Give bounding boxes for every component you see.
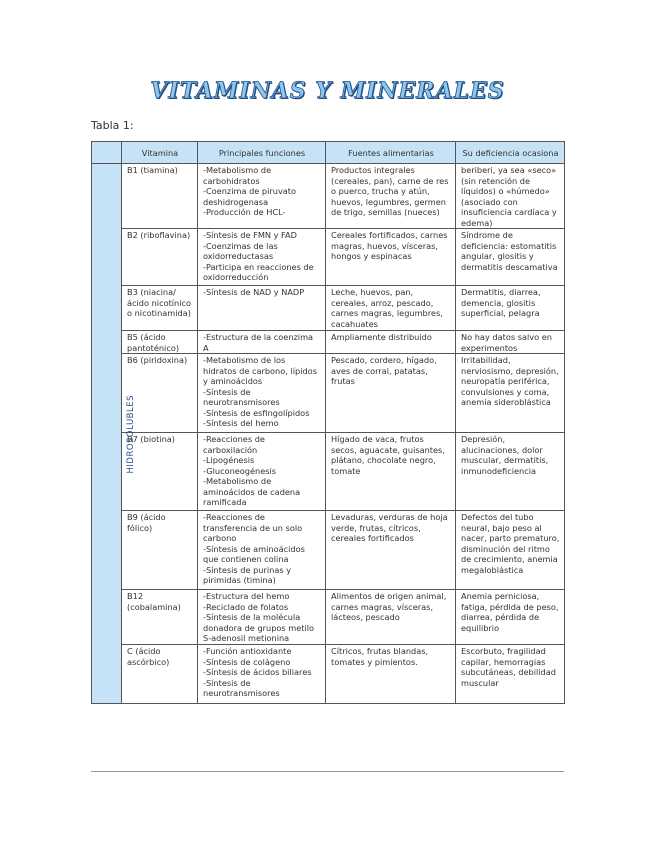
table-row <box>92 331 565 354</box>
funcion-line: -Síntesis de FMN y FAD <box>203 230 297 240</box>
funcion-line: -Metabolismo de carbohidratos <box>203 165 272 186</box>
cell-deficiencia: Depresión, alucinaciones, dolor muscular, dermatitis, inmunodeficiencia <box>456 433 565 511</box>
bottom-divider <box>91 771 564 772</box>
cell-fuentes: Pescado, cordero, hígado, aves de corral, patatas, frutas <box>326 354 456 433</box>
cell-vitamina: B6 (piridoxina) <box>122 354 198 433</box>
funcion-line: -Metabolismo de los hidratos de carbono, lípidos y aminoácidos <box>203 355 317 386</box>
group-cell <box>92 164 136 704</box>
table-row <box>92 433 565 511</box>
funcion-line: -Síntesis de NAD y NADP <box>203 287 305 297</box>
page-title: VITAMINAS Y MINERALES <box>150 78 505 104</box>
funcion-line: -Reciclado de folatos <box>203 601 289 612</box>
funcion-line: -Reacciones de carboxilación <box>203 434 265 455</box>
cell-vitamina: B1 (tiamina) <box>122 164 198 229</box>
funcion-line: -Producción de HCL- <box>203 207 286 217</box>
funcion-line: -Gluconeogénesis <box>203 465 277 476</box>
cell-vitamina: B7 (biotina) <box>122 433 198 511</box>
table-header-row <box>92 142 565 164</box>
funcion-line: -Coenzimas de las oxidorreductasas <box>203 240 278 261</box>
cell-funciones <box>198 331 326 354</box>
cell-vitamina: B12 (cobalamina) <box>122 590 198 645</box>
table-row <box>92 286 565 331</box>
cell-deficiencia: Dermatitis, diarrea, demencia, glositis superficial, pelagra <box>456 286 565 331</box>
table-row <box>92 354 565 433</box>
cell-vitamina: B3 (niacina/ ácido nicotínico o nicotinamida) <box>122 286 198 331</box>
funcion-line: -Síntesis de ácidos biliares <box>203 667 312 677</box>
cell-fuentes: Cítricos, frutas blandas, tomates y pimientos. <box>326 645 456 704</box>
cell-vitamina: B5 (ácido pantoténico) <box>122 331 198 354</box>
funcion-line: -Síntesis de colágeno <box>203 656 291 667</box>
table-row <box>92 229 565 286</box>
cell-funciones <box>198 164 326 229</box>
funcion-line: -Estructura del hemo <box>203 591 290 601</box>
header-vitamina: Vitamina <box>122 142 198 164</box>
cell-deficiencia: Escorbuto, fragilidad capilar, hemorragias subcutáneas, debilidad muscular <box>456 645 565 704</box>
funcion-line: -Síntesis de esfingolípidos <box>203 407 310 418</box>
funcion-line: -Síntesis de aminoácidos que contienen colina <box>203 543 305 564</box>
cell-funciones <box>198 354 326 433</box>
funcion-line: -Síntesis de la molécula donadora de grupos metilo S-adenosil metionina <box>203 612 315 643</box>
cell-funciones <box>198 511 326 590</box>
cell-funciones <box>198 590 326 645</box>
funcion-line: -Síntesis del hemo <box>203 418 279 428</box>
funcion-line: -Síntesis de neurotransmisores <box>203 386 280 407</box>
funcion-line: -Función antioxidante <box>203 646 292 656</box>
cell-fuentes: Cereales fortificados, carnes magras, huevos, vísceras, hongos y espinacas <box>326 229 456 286</box>
header-deficiencia: Su deficiencia ocasiona <box>456 142 565 164</box>
cell-funciones <box>198 229 326 286</box>
cell-vitamina: C (ácido ascórbico) <box>122 645 198 704</box>
funcion-line: -Lipogénesis <box>203 455 255 465</box>
cell-funciones <box>198 433 326 511</box>
cell-fuentes: Leche, huevos, pan, cereales, arroz, pescado, carnes magras, legumbres, cacahuates <box>326 286 456 331</box>
vitamins-table <box>91 141 565 704</box>
group-label: HIDROSOLUBLES <box>126 394 136 474</box>
cell-vitamina: B9 (ácido fólico) <box>122 511 198 590</box>
table-row <box>92 590 565 645</box>
funcion-line: -Coenzima de piruvato deshidrogenasa <box>203 186 297 207</box>
funcion-line: -Estructura de la coenzima A <box>203 332 314 353</box>
header-group-cell <box>92 142 122 164</box>
table-row <box>92 164 565 229</box>
cell-fuentes: Alimentos de origen animal, carnes magras, vísceras, lácteos, pescado <box>326 590 456 645</box>
funcion-line: -Metabolismo de aminoácidos de cadena ramificada <box>203 476 301 507</box>
cell-deficiencia: Defectos del tubo neural, bajo peso al nacer, parto prematuro, disminución del ritmo de crecimiento, anemia megaloblástica <box>456 511 565 590</box>
cell-deficiencia: Irritabilidad, nerviosismo, depresión, neuropatía periférica, convulsiones y coma, anemia sideroblástica <box>456 354 565 433</box>
header-funciones: Principales funciones <box>198 142 326 164</box>
funcion-line: -Síntesis de purinas y pirimidas (timina) <box>203 564 292 585</box>
cell-deficiencia: No hay datos salvo en experimentos <box>456 331 565 354</box>
funcion-line: -Participa en reacciones de oxidorreducción <box>203 261 314 282</box>
table-row <box>92 645 565 704</box>
cell-fuentes: Hígado de vaca, frutos secos, aguacate, guisantes, plátano, chocolate negro, tomate <box>326 433 456 511</box>
table-caption: Tabla 1: <box>91 119 134 132</box>
table-row <box>92 511 565 590</box>
cell-deficiencia: Anemia perniciosa, fatiga, pérdida de peso, diarrea, pérdida de equilibrio <box>456 590 565 645</box>
funcion-line: -Reacciones de transferencia de un solo carbono <box>203 512 303 543</box>
header-fuentes: Fuentes alimentarias <box>326 142 456 164</box>
cell-deficiencia: beriberi, ya sea «seco» (sin retención de líquidos) o «húmedo» (asociado con insuficiencia cardíaca y edema) <box>456 164 565 229</box>
cell-vitamina: B2 (riboflavina) <box>122 229 198 286</box>
cell-funciones <box>198 645 326 704</box>
funcion-line: -Síntesis de neurotransmisores <box>203 677 280 698</box>
cell-deficiencia: Síndrome de deficiencia: estomatitis angular, glositis y dermatitis descamativa <box>456 229 565 286</box>
cell-funciones <box>198 286 326 331</box>
cell-fuentes: Productos integrales (cereales, pan), carne de res o puerco, trucha y atún, huevos, legumbres, germen de trigo, semillas (nueces) <box>326 164 456 229</box>
cell-fuentes: Ampliamente distribuido <box>326 331 456 354</box>
cell-fuentes: Levaduras, verduras de hoja verde, frutas, cítricos, cereales fortificados <box>326 511 456 590</box>
